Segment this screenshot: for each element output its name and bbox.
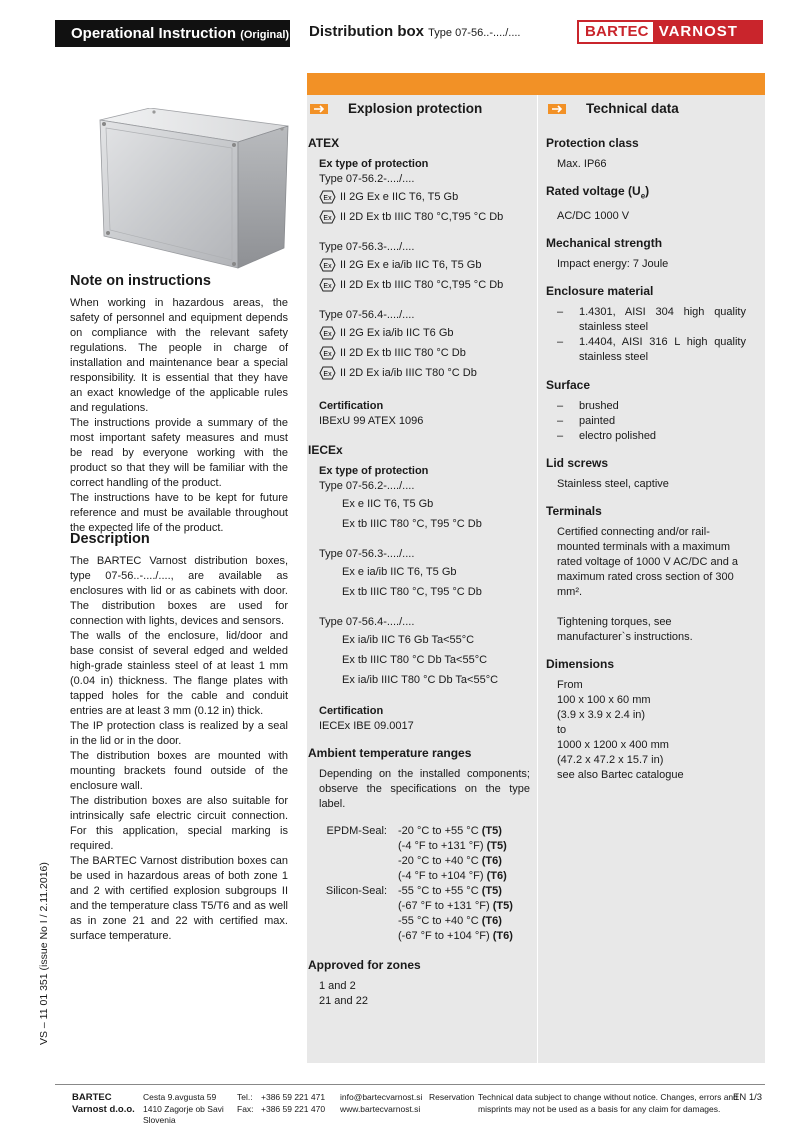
note-heading: Note on instructions [70,273,211,289]
temperature-row: (-4 °F to +104 °F) (T6) [398,870,507,882]
iecex-marking: Ex tb IIIC T80 °C, T95 °C Db [342,586,482,598]
dimension-line: see also Bartec catalogue [557,769,684,782]
surface-heading: Surface [546,378,591,393]
atex-marking: Ex II 2D Ex tb IIIC T80 °C Db [319,343,530,363]
svg-text:Ex: Ex [323,215,332,222]
terminals-paragraph: Tightening torques, see manufacturer`s instructions. [557,616,693,644]
atex-marking: Ex II 2D Ex ia/ib IIIC T80 °C Db [319,363,530,383]
terminals-heading: Terminals [546,504,602,519]
technical-data-heading: Technical data [548,101,679,116]
footer-web-link[interactable]: www.bartecvarnost.si [340,1103,421,1114]
zone-line: 21 and 22 [319,995,368,1007]
ex-hexagon-icon [319,366,336,380]
explosion-protection-section [308,136,530,1009]
iecex-marking: Ex tb IIIC T80 °C, T95 °C Db [342,518,482,530]
atex-marking: Ex II 2G Ex ia/ib IIC T6 Gb [319,323,530,343]
temperature-row: (-67 °F to +131 °F) (T5) [398,900,513,912]
footer-company: BARTEC Varnost d.o.o. [72,1092,135,1115]
iecex-marking: Ex e IIC T6, T5 Gb [342,498,434,510]
distribution-box-image [92,108,292,273]
dimensions-heading: Dimensions [546,657,615,672]
temperature-row: (-4 °F to +131 °F) (T5) [398,840,507,852]
logo-bartec-text: BARTEC [585,23,649,40]
bartec-varnost-logo [577,20,763,44]
material-item: – 1.4301, AISI 304 high quality stainless steel [557,306,746,334]
ex-hexagon-icon [319,346,336,360]
note-paragraph: The instructions have to be kept for future reference and must be available throughout the expected life of the product. [70,492,288,534]
atex-marking: Ex II 2G Ex e ia/ib IIC T6, T5 Gb [319,255,530,275]
type-line: Type 07-56.3-..../.... [319,241,415,253]
description-paragraph: The walls of the enclosure, lid/door and base consist of several edged and welded high-grade stainless steel of at least 1 mm (0.04 in) thickness. The flange plates with tapped holes for the cable and conduit entries are at least 3 mm (0.12 in) thick. [70,630,288,717]
svg-text:Ex: Ex [323,351,332,358]
atex-marking: Ex II 2G Ex e IIC T6, T5 Gb [319,187,530,207]
svg-text:Ex: Ex [323,263,332,270]
type-line: Type 07-56.2-..../.... [319,480,415,492]
footer-phone: Tel.: +386 59 221 471 Fax: +386 59 221 470 [237,1092,326,1114]
protection-class-heading: Protection class [546,136,639,150]
iecex-marking: Ex tb IIIC T80 °C Db Ta<55°C [342,654,488,666]
dimension-line: (3.9 x 3.9 x 2.4 in) [557,709,646,722]
arrow-right-icon [548,104,566,114]
arrow-right-icon [310,104,328,114]
temperature-row: -20 °C to +40 °C (T6) [398,855,502,867]
ex-hexagon-icon [319,210,336,224]
ambient-intro: Depending on the installed components; observe the specifications on the type label. [319,768,530,810]
certification-label: Certification [319,400,384,412]
surface-item: – brushed [557,400,619,413]
page-number: EN 1/3 [733,1092,763,1103]
ambient-temperature-heading: Ambient temperature ranges [308,746,472,760]
explosion-protection-heading: Explosion protection [310,101,482,116]
page-title [309,23,521,40]
note-paragraph: The instructions provide a summary of the most important safety measures and must be read by everyone working with the product so that they will be familiar with the correct handling of the product. [70,417,288,489]
description-section [70,532,288,944]
zone-line: 1 and 2 [319,980,356,992]
orange-header-bar [307,73,765,95]
temperature-row: (-67 °F to +104 °F) (T6) [398,930,513,942]
description-paragraph: The IP protection class is realized by a seal in the lid or in the door. [70,720,288,747]
atex-marking: Ex II 2D Ex tb IIIC T80 °C,T95 °C Db [319,275,530,295]
dimension-line: 100 x 100 x 60 mm [557,694,651,707]
lid-screws-value: Stainless steel, captive [557,478,669,491]
description-heading: Description [70,531,150,547]
description-paragraph: The distribution boxes are mounted with mounting brackets found outside of the enclosure wall. [70,750,288,792]
atex-marking: Ex II 2D Ex tb IIIC T80 °C,T95 °C Db [319,207,530,227]
rated-voltage-value: AC/DC 1000 V [557,210,630,223]
dimension-line: (47.2 x 47.2 x 15.7 in) [557,754,664,767]
ex-hexagon-icon [319,278,336,292]
note-paragraph: When working in hazardous areas, the safety of personnel and equipment depends on compliance with the relevant safety regulations. The people in charge of installation and maintenance bear a special responsibility. It is essential that they have an exact knowledge of the applicable rules and regulations. [70,297,288,414]
approved-zones-heading: Approved for zones [308,958,421,972]
footer-disclaimer: Technical data subject to change without notice. Changes, errors and misprints may not be used as a basis for any claim for damages. [478,1092,738,1114]
svg-text:Ex: Ex [323,195,332,202]
iecex-marking: Ex ia/ib IIC T6 Gb Ta<55°C [342,634,475,646]
type-line: Type 07-56.4-..../.... [319,616,415,628]
technical-data-section [546,136,746,783]
iecex-marking: Ex e ia/ib IIC T6, T5 Gb [342,566,457,578]
description-paragraph: The BARTEC Varnost distribution boxes can be used in hazardous areas of both zone 1 and 2 with certified explosion subgroups II and the temperature class T5/T6 and as well as in zone 21 and 22 with certified max. surface temperature. [70,855,288,942]
rated-voltage-heading: Rated voltage $(U_e)$ [546,184,650,201]
type-line: Type 07-56.4-..../.... [319,309,415,321]
iecex-heading: IECEx [308,443,343,457]
dimension-line: 1000 x 1200 x 400 mm [557,739,669,752]
iecex-marking: Ex ia/ib IIIC T80 °C Db Ta<55°C [342,674,499,686]
document-reference: VS – 11 01 351 (issue No I / 2.11.2016) [38,862,50,1045]
temperature-row: Silicon-Seal: -55 °C to +55 °C (T5) [325,885,502,897]
mechanical-strength-value: Impact energy: 7 Joule [557,258,669,271]
surface-item: – painted [557,415,616,428]
material-item: – 1.4404, AISI 316 L high quality stainless steel [557,336,746,364]
temperature-row: EPDM-Seal: -20 °C to +55 °C (T5) [326,825,502,837]
document-type-label [55,20,290,47]
ex-hexagon-icon [319,190,336,204]
footer-contact [340,1092,422,1115]
footer-email-link[interactable]: info@bartecvarnost.si [340,1092,423,1102]
column-divider [537,95,538,1063]
product-type: Type 07-56..-..../.... [428,27,521,39]
enclosure-material-heading: Enclosure material [546,284,654,299]
type-line: Type 07-56.2-..../.... [319,173,415,185]
dimension-line: to [557,724,567,737]
ex-hexagon-icon [319,258,336,272]
type-line: Type 07-56.3-..../.... [319,548,415,560]
description-paragraph: The distribution boxes are also suitable for intrinsically safe electric circuit connection. For this application, special marking is required. [70,795,288,852]
temperature-row: -55 °C to +40 °C (T6) [398,915,502,927]
ex-type-label: Ex type of protection [319,158,429,170]
operational-instruction-label: Operational Instruction [71,25,237,42]
lid-screws-heading: Lid screws [546,456,609,471]
logo-varnost-text: VARNOST [653,22,761,42]
dimension-line: From [557,679,583,692]
iecex-certificate: IECEx IBE 09.0017 [319,720,414,732]
protection-class-value: Max. IP66 [557,158,607,170]
atex-heading: ATEX [308,136,340,150]
note-on-instructions-section [70,274,288,536]
atex-certificate: IBExU 99 ATEX 1096 [319,415,424,427]
footer-reservation: Reservation [429,1092,475,1102]
description-paragraph: The BARTEC Varnost distribution boxes, type 07-56..-..../...., are available as enclosures with lid or as cabinets with door. The distribution boxes are used for connection with lights, devices and sensors. [70,555,288,627]
footer-divider [55,1084,765,1085]
terminals-paragraph: Certified connecting and/or rail-mounted terminals with a maximum rated voltage of 1000 V AC/DC and a maximum rated cross section of 300 mm². [557,526,739,599]
surface-item: – electro polished [557,430,657,443]
svg-text:Ex: Ex [323,331,332,338]
original-label: (Original) [240,29,290,41]
ex-type-label: Ex type of protection [319,465,429,477]
footer-address: Cesta 9.avgusta 59 1410 Zagorje ob Savi Slovenia [143,1092,224,1125]
ex-hexagon-icon [319,326,336,340]
certification-label: Certification [319,705,384,717]
svg-text:Ex: Ex [323,283,332,290]
mechanical-strength-heading: Mechanical strength [546,236,663,251]
product-title: Distribution box [309,23,424,40]
svg-text:Ex: Ex [323,371,332,378]
